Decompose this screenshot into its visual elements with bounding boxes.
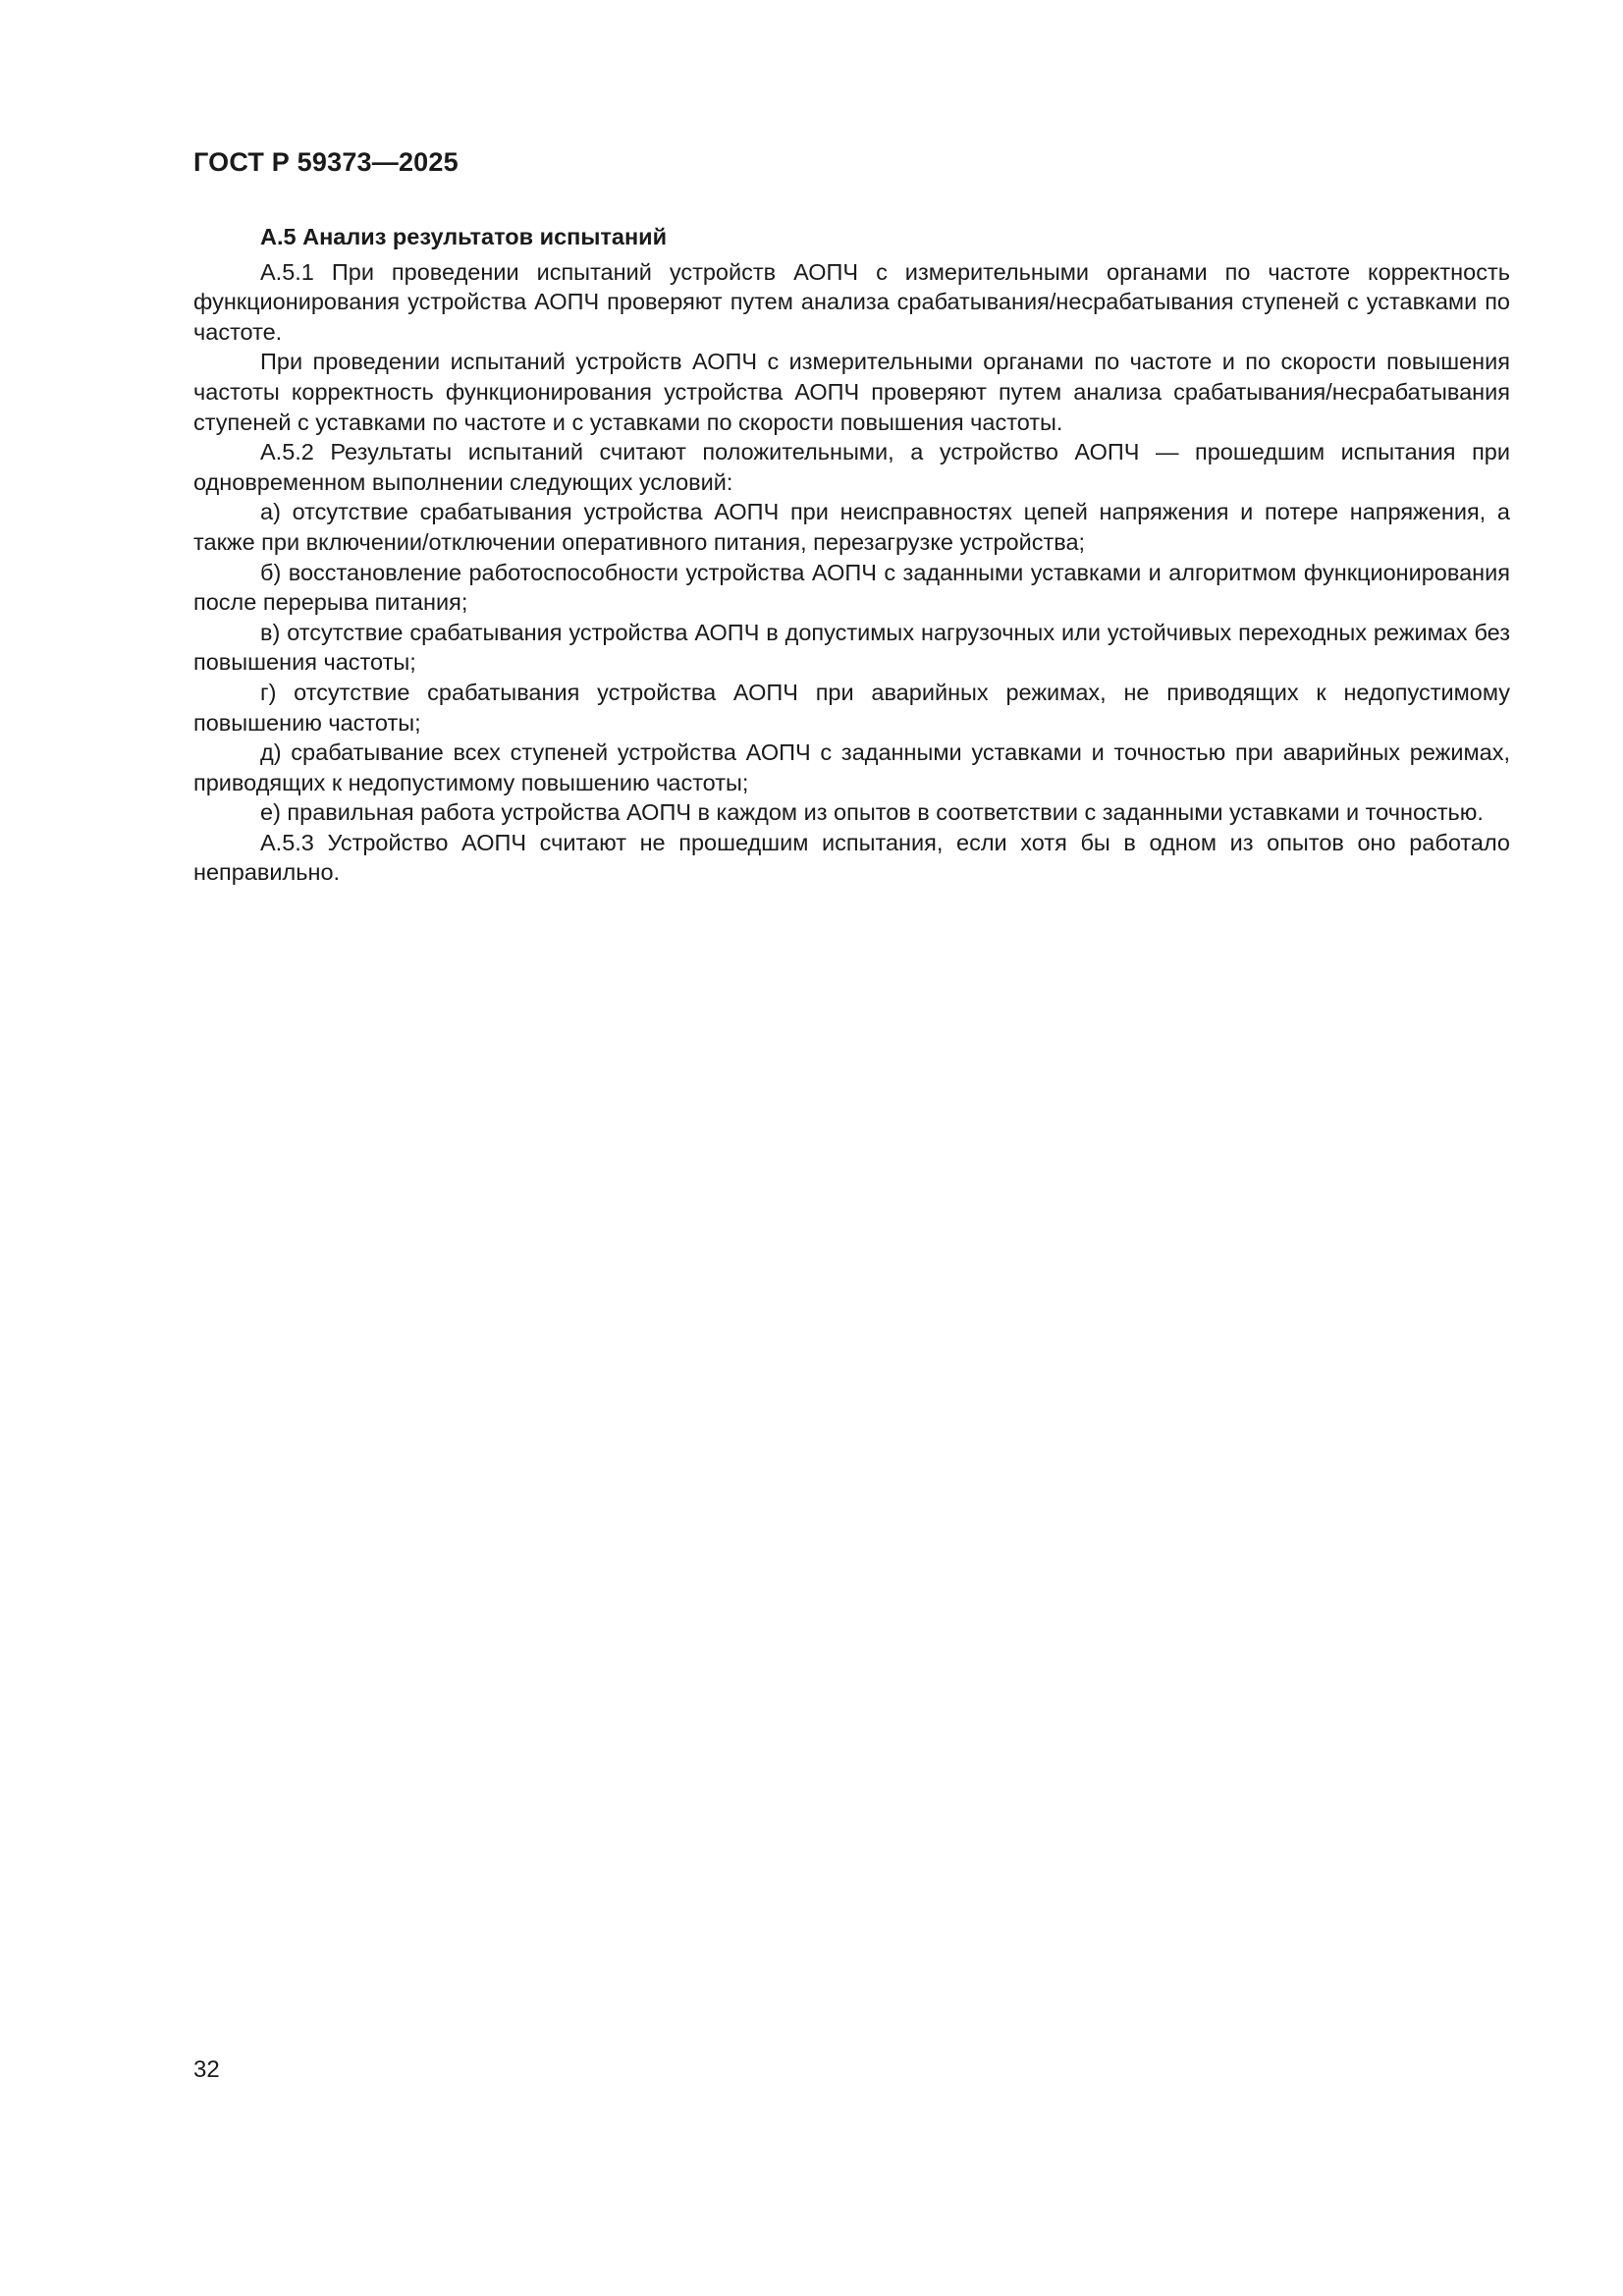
- paragraph-a52: А.5.2 Результаты испытаний считают положительными, а устройство АОПЧ — прошедшим испытания при одновременном выполнении следующих условий:: [193, 439, 1510, 495]
- section-title: А.5 Анализ результатов испытаний: [260, 224, 668, 249]
- list-item-a: а) отсутствие срабатывания устройства АОПЧ при неисправностях цепей напряжения и потере напряжения, а также при включении/отключении оперативного питания, перезагрузке устройства;: [193, 499, 1510, 555]
- list-item-g: г) отсутствие срабатывания устройства АОПЧ при аварийных режимах, не приводящих к недопустимому повышению частоты;: [193, 679, 1510, 736]
- list-item-b: б) восстановление работоспособности устройства АОПЧ с заданными уставками и алгоритмом функционирования после перерыва питания;: [193, 559, 1510, 616]
- paragraph-a51: А.5.1 При проведении испытаний устройств АОПЧ с измерительными органами по частоте корректность функционирования устройства АОПЧ проверяют путем анализа срабатывания/несрабатывания ступеней с уставками по частоте.: [193, 258, 1510, 345]
- list-item-e: е) правильная работа устройства АОПЧ в каждом из опытов в соответствии с заданными уставками и точностью.: [260, 799, 1484, 826]
- list-item-d: д) срабатывание всех ступеней устройства АОПЧ с заданными уставками и точностью при аварийных режимах, приводящих к недопустимому повышению частоты;: [193, 739, 1510, 795]
- paragraph-a53: А.5.3 Устройство АОПЧ считают не прошедшим испытания, если хотя бы в одном из опытов оно работало неправильно.: [193, 829, 1510, 886]
- page-number: 32: [193, 2056, 220, 2083]
- document-header: ГОСТ Р 59373—2025: [193, 147, 459, 177]
- list-item-v: в) отсутствие срабатывания устройства АОПЧ в допустимых нагрузочных или устойчивых переходных режимах без повышения частоты;: [193, 619, 1510, 676]
- paragraph-a51-cont: При проведении испытаний устройств АОПЧ с измерительными органами по частоте и по скорости повышения частоты корректность функционирования устройства АОПЧ проверяют путем анализа срабатывания/несрабатывания ступеней с уставками по частоте и с уставками по скорости повышения частоты.: [193, 349, 1510, 435]
- section-body: [193, 222, 1510, 888]
